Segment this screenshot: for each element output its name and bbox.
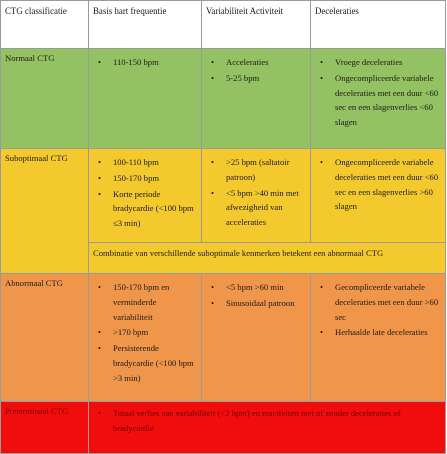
list-item: • Ongecompliceerde variabele deceleraties met een duur <60 sec en een slagenverlies >60 slagen (315, 155, 441, 214)
list-item: • 110-150 bpm (93, 55, 197, 70)
header-variabiliteit-activiteit: Variabiliteit Activiteit (202, 1, 311, 49)
list-item: • Korte periode bradycardie (<100 bpm ≤3 min) (93, 187, 197, 231)
row-preterminaal (1, 402, 446, 454)
abnormaal-deceleraties-cell (311, 274, 446, 402)
suboptimaal-deceleraties-cell (311, 149, 446, 243)
preterminaal-list (93, 406, 441, 436)
normaal-deceleraties-list (315, 55, 441, 130)
list-item: • Herhaalde late deceleraties (315, 325, 441, 340)
abnormaal-basis-cell (89, 274, 202, 402)
list-item: • Persisterende bradycardie (<100 bpm >3 min) (93, 341, 197, 385)
suboptimaal-combinatie-note: Combinatie van verschillende suboptimale kenmerken betekent een abnormaal CTG (89, 243, 446, 274)
list-item: • Acceleraties (206, 55, 306, 70)
list-item: • 150-170 bpm en verminderde variabiliteit (93, 280, 197, 324)
normaal-label: Normaal CTG (1, 49, 89, 149)
suboptimaal-basis-list (93, 155, 197, 231)
suboptimaal-label: Suboptimaal CTG (1, 149, 89, 274)
list-item: • <5 bpm >40 min met afwezigheid van acceleraties (206, 186, 306, 230)
abnormaal-variabiliteit-list (206, 280, 306, 311)
normaal-variabiliteit-cell (202, 49, 311, 149)
suboptimaal-variabiliteit-list (206, 155, 306, 230)
header-row (1, 1, 446, 49)
list-item: • Ongecompliceerde variabele deceleraties met een duur <60 sec en een slagenverlies <60 slagen (315, 71, 441, 130)
list-item: • >170 bpm (93, 325, 197, 340)
suboptimaal-deceleraties-list (315, 155, 441, 214)
abnormaal-variabiliteit-cell (202, 274, 311, 402)
normaal-basis-list (93, 55, 197, 70)
suboptimaal-basis-cell (89, 149, 202, 243)
suboptimaal-variabiliteit-cell (202, 149, 311, 243)
row-abnormaal (1, 274, 446, 402)
list-item: • 150-170 bpm (93, 171, 197, 186)
abnormaal-label: Abnormaal CTG (1, 274, 89, 402)
normaal-deceleraties-cell (311, 49, 446, 149)
preterminaal-cell (89, 402, 446, 454)
header-ctg-classificatie: CTG classificatie (1, 1, 89, 49)
list-item: • >25 bpm (saltatoir patroon) (206, 155, 306, 185)
list-item: • Sinusoidaal patroon (206, 296, 306, 311)
list-item: • Vroege deceleraties (315, 55, 441, 70)
normaal-basis-cell (89, 49, 202, 149)
normaal-variabiliteit-list (206, 55, 306, 86)
header-deceleraties: Deceleraties (311, 1, 446, 49)
list-item: • 100-110 bpm (93, 155, 197, 170)
abnormaal-deceleraties-list (315, 280, 441, 340)
list-item: • Totaal verlies aan variabiliteit (<2 bpm) en reactiviteit met of zonder deceleraties of bradycardie (93, 406, 441, 436)
abnormaal-basis-list (93, 280, 197, 385)
row-normaal (1, 49, 446, 149)
header-basis-hart-frequentie: Basis hart frequentie (89, 1, 202, 49)
list-item: • Gecompliceerde variabele deceleraties met een duur >60 sec (315, 280, 441, 324)
preterminaal-label: Preterminaal CTG (1, 402, 89, 454)
list-item: • 5-25 bpm (206, 71, 306, 86)
row-suboptimaal (1, 149, 446, 243)
list-item: • <5 bpm >60 min (206, 280, 306, 295)
